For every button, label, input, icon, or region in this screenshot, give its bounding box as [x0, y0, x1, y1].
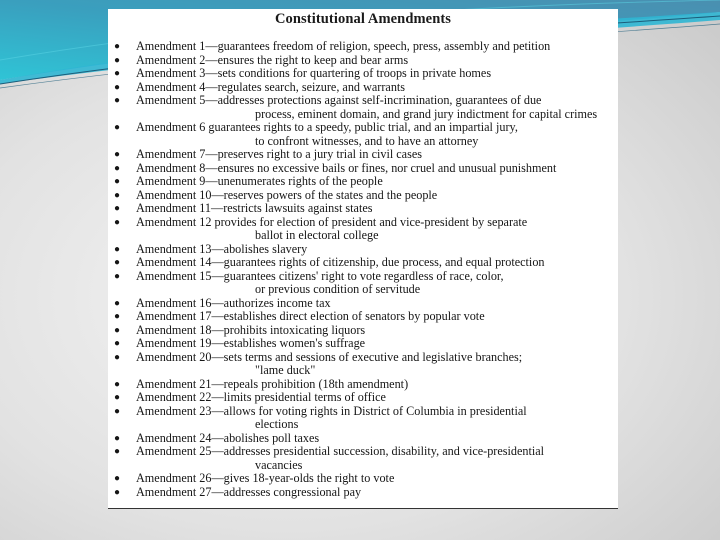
amendment-item — [108, 175, 618, 189]
amendment-item — [108, 270, 618, 297]
amendment-item — [108, 189, 618, 203]
amendment-label: Amendment 16—authorizes income tax — [136, 295, 331, 310]
amendment-description-continued: elections — [255, 417, 299, 431]
bullet-icon: ● — [114, 473, 121, 484]
amendment-item — [108, 54, 618, 68]
amendment-item — [108, 405, 618, 432]
amendment-item — [108, 94, 618, 121]
amendment-description-continued: to confront witnesses, and to have an attorney — [255, 133, 479, 148]
amendment-item — [108, 378, 618, 392]
amendment-item — [108, 67, 618, 81]
bullet-icon: ● — [114, 324, 121, 336]
amendments-document — [108, 9, 618, 509]
bullet-icon: ● — [114, 95, 121, 106]
amendment-label: Amendment 17—establishes direct election of senators by popular vote — [136, 309, 485, 323]
bullet-icon: ● — [114, 149, 121, 160]
amendment-description-continued: vacancies — [255, 457, 303, 472]
bullet-icon: ● — [114, 405, 121, 417]
amendment-item — [108, 310, 618, 324]
amendment-item — [108, 486, 618, 500]
bullet-icon: ● — [114, 162, 121, 174]
amendments-list — [108, 40, 618, 499]
bullet-icon: ● — [114, 270, 121, 282]
amendment-item — [108, 324, 618, 338]
bullet-icon: ● — [114, 122, 121, 133]
bullet-icon: ● — [114, 257, 121, 268]
amendment-item — [108, 432, 618, 446]
bullet-icon: ● — [114, 392, 121, 403]
amendment-label: Amendment 18—prohibits intoxicating liquors — [136, 322, 366, 337]
amendment-item — [108, 243, 618, 257]
amendment-item — [108, 40, 618, 54]
amendment-label: Amendment 13—abolishes slavery — [136, 241, 308, 256]
bullet-icon: ● — [114, 203, 121, 214]
amendment-item — [108, 391, 618, 405]
amendment-label: Amendment 9—unenumerates rights of the people — [136, 174, 383, 188]
amendment-label: Amendment 3—sets conditions for quartering of troops in private homes — [136, 66, 492, 80]
amendment-label: Amendment 2—ensures the right to keep and bear arms — [136, 52, 409, 67]
amendment-item — [108, 81, 618, 95]
bullet-icon: ● — [114, 243, 121, 255]
amendment-label: Amendment 14—guarantees rights of citizenship, due process, and equal protection — [136, 255, 545, 269]
amendment-description-continued: ballot in electoral college — [255, 228, 379, 242]
bullet-icon: ● — [114, 176, 121, 187]
document-bottom-rule — [108, 508, 618, 509]
amendment-label: Amendment 22—limits presidential terms of office — [136, 390, 386, 404]
bullet-icon: ● — [114, 432, 121, 444]
amendment-label: Amendment 5—addresses protections against self-incrimination, guarantees of due — [136, 93, 542, 107]
amendment-description-continued: or previous condition of servitude — [255, 282, 421, 296]
bullet-icon: ● — [114, 486, 121, 498]
bullet-icon: ● — [114, 54, 121, 66]
amendment-item — [108, 148, 618, 162]
bullet-icon: ● — [114, 41, 121, 52]
amendment-item — [108, 351, 618, 378]
amendment-label: Amendment 12 provides for election of president and vice-president by separate — [136, 214, 528, 229]
amendment-label: Amendment 19—establishes women's suffrage — [136, 336, 366, 350]
amendment-item — [108, 445, 618, 472]
amendment-label: Amendment 7—preserves right to a jury trial in civil cases — [136, 147, 422, 161]
bullet-icon: ● — [114, 351, 121, 363]
amendment-label: Amendment 11—restricts lawsuits against states — [136, 201, 373, 215]
amendment-item — [108, 337, 618, 351]
bullet-icon: ● — [114, 338, 121, 349]
amendment-item — [108, 202, 618, 216]
amendment-label: Amendment 15—guarantees citizens' right to vote regardless of race, color, — [136, 268, 504, 283]
amendment-description-continued: "lame duck" — [255, 363, 316, 377]
amendment-label: Amendment 6 guarantees rights to a speedy, public trial, and an impartial jury, — [136, 120, 518, 134]
amendment-label: Amendment 24—abolishes poll taxes — [136, 430, 320, 445]
amendment-label: Amendment 10—reserves powers of the states and the people — [136, 187, 438, 202]
bullet-icon: ● — [114, 446, 121, 457]
amendment-item — [108, 162, 618, 176]
bullet-icon: ● — [114, 68, 121, 79]
document-title: Constitutional Amendments — [274, 11, 452, 27]
amendment-label: Amendment 26—gives 18-year-olds the right to vote — [136, 471, 395, 485]
bullet-icon: ● — [114, 378, 121, 390]
amendment-item — [108, 297, 618, 311]
bullet-icon: ● — [114, 297, 121, 309]
amendment-label: Amendment 1—guarantees freedom of religion, speech, press, assembly and petition — [136, 39, 551, 53]
amendment-item — [108, 121, 618, 148]
amendment-label: Amendment 25—addresses presidential succession, disability, and vice-presidential — [136, 444, 545, 458]
bullet-icon: ● — [114, 81, 121, 93]
amendment-item — [108, 256, 618, 270]
amendment-label: Amendment 23—allows for voting rights in District of Columbia in presidential — [136, 403, 527, 418]
amendment-label: Amendment 27—addresses congressional pay — [136, 484, 362, 499]
amendment-label: Amendment 4—regulates search, seizure, and warrants — [136, 79, 406, 94]
amendment-label: Amendment 8—ensures no excessive bails or fines, nor cruel and unusual punishment — [136, 160, 557, 175]
amendment-description-continued: process, eminent domain, and grand jury indictment for capital crimes — [255, 106, 598, 121]
amendment-label: Amendment 21—repeals prohibition (18th amendment) — [136, 376, 409, 391]
amendment-item — [108, 472, 618, 486]
amendment-item — [108, 216, 618, 243]
amendment-label: Amendment 20—sets terms and sessions of executive and legislative branches; — [136, 349, 523, 364]
bullet-icon: ● — [114, 311, 121, 322]
bullet-icon: ● — [114, 216, 121, 228]
bullet-icon: ● — [114, 189, 121, 201]
